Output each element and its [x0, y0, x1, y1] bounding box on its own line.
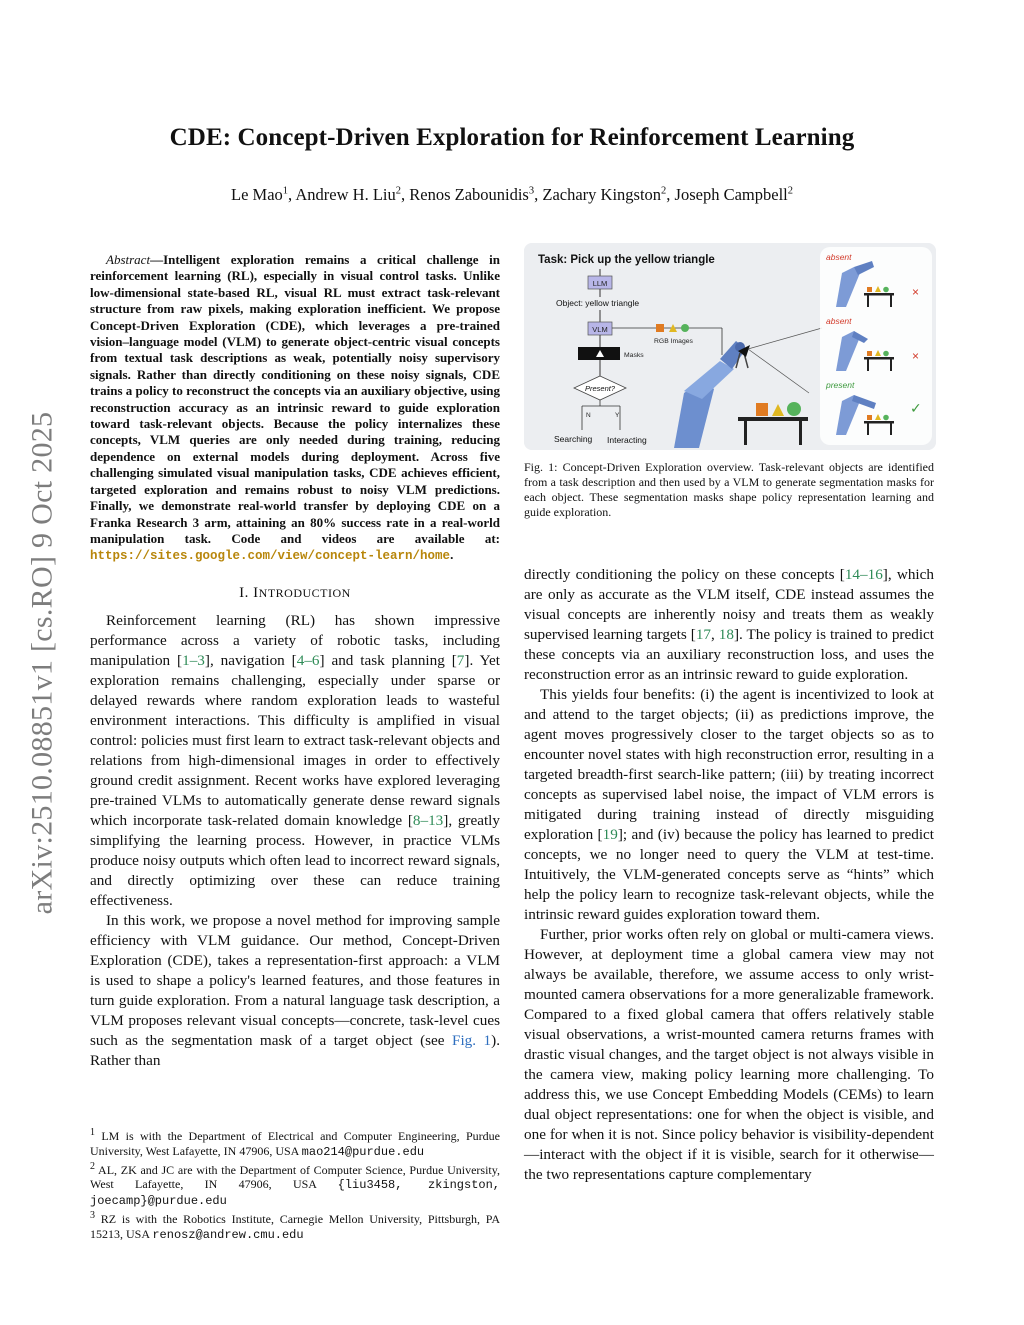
- mini-square: [867, 287, 872, 292]
- affiliation-mark: 2: [787, 185, 793, 197]
- vlm-label: VLM: [592, 325, 608, 334]
- object-label: Object: yellow triangle: [556, 298, 640, 308]
- footnote-mark: 1: [90, 1127, 95, 1138]
- rgb-images-label: RGB Images: [654, 338, 693, 345]
- intro-paragraph-2: [90, 911, 500, 1071]
- right-paragraph-1: [524, 565, 934, 685]
- citation-link[interactable]: 19: [602, 826, 618, 843]
- author-name: Le Mao: [231, 185, 283, 204]
- mini-circle: [883, 415, 889, 421]
- citation-link[interactable]: 17: [695, 626, 711, 643]
- footnote-text: RZ is with the Robotics Institute, Carnegie Mellon University, Pittsburgh, PA 15213, USA: [90, 1211, 501, 1241]
- check-mark: ✓: [910, 400, 922, 416]
- mini-circle: [883, 351, 889, 357]
- text-run: ]; and (iv) because the policy has learned to predict concepts, we no longer need to query the VLM at test-time. Intuitively, the VLM-generated concepts serve as “hints” which help the policy learn to recognize task-relevant objects, while the intrinsic reward guides exploration toward them.: [524, 826, 934, 923]
- text-run: This yields four benefits: (i) the agent is incentivized to look at and attend to the target objects; (ii) as predictions improve, the agent moves progressively closer to the target objects so as to encounter novel states with high reconstruction error, resulting in a targeted breadth-first search-like pattern; (iii) by treating incorrect concepts as supervised label noise, the impact of VLM errors is mitigated during training instead of directly misguiding exploration [: [524, 686, 934, 843]
- citation-link[interactable]: 18: [718, 626, 734, 643]
- footnote-text: LM is with the Department of Electrical and Computer Engineering, Purdue University, West Lafayette, IN 47906, USA: [90, 1129, 500, 1158]
- text-run: ). Rather than: [90, 1031, 500, 1069]
- masks-label: Masks: [624, 352, 644, 359]
- branch-yes: Y: [615, 412, 620, 419]
- citation-link[interactable]: 1–3: [182, 651, 205, 669]
- mini-table-leg: [890, 295, 892, 307]
- absent-label: absent: [826, 316, 852, 326]
- left-column: [90, 252, 500, 1071]
- interacting-label: Interacting: [607, 435, 647, 445]
- right-paragraph-3: Further, prior works often rely on global or multi-camera views. However, at deployment time a global camera view may not always be available, therefore, we assume access to only wrist-mounted camera observations for a more generalizable framework. Compared to a fixed global camera that offers relatively stable visual observations, a wrist-mounted camera returns frames with drastic visual changes, and the target object is not always visible in the camera view, making policy learning more challenging. To address this, we use Concept Embedding Models (CEMs) to learn dual object representations: one for when the object is visible, and one for when it is not. Since policy behavior is visibility-dependent—interact with the object if it is visible, search for it otherwise—the two representations capture complementary: [524, 926, 934, 1183]
- text-run: directly conditioning the policy on these concepts [: [524, 566, 845, 583]
- figure-link[interactable]: Fig. 1: [452, 1031, 492, 1049]
- text-run: Reinforcement learning (RL) has shown impressive performance across a variety of robotic tasks, including manipulation [: [90, 611, 500, 669]
- citation-link[interactable]: 8–13: [412, 811, 444, 829]
- author-name: Renos Zabounidis: [409, 185, 529, 204]
- author-name: Andrew H. Liu: [295, 185, 396, 204]
- searching-label: Searching: [554, 434, 593, 444]
- llm-label: LLM: [592, 279, 608, 288]
- abstract-end: .: [450, 547, 454, 563]
- abstract: [90, 252, 500, 565]
- rgb-circle: [681, 324, 689, 332]
- arxiv-stamp: [22, 380, 62, 945]
- email: {liu3458, zkingston, joecamp}@purdue.edu: [90, 1178, 500, 1209]
- abstract-dash: —: [150, 252, 164, 267]
- text-run: In this work, we propose a novel method for improving sample efficiency with VLM guidance. Our method, Concept-Driven Exploration (CDE), takes a representation-first approach: a VLM is used to shape a policy's learned features, and those features in turn guide exploration. From a natural language task description, a VLM proposes relevant visual concepts—concrete, task-level cues such as the segmentation mask of a target object (see: [90, 911, 500, 1049]
- object-square: [756, 403, 768, 416]
- citation-link[interactable]: 14–16: [844, 566, 883, 583]
- rgb-square: [656, 324, 664, 332]
- mini-circle: [883, 287, 889, 293]
- object-circle: [787, 402, 801, 416]
- text-run: ] and task planning [: [319, 651, 457, 669]
- text-run: ]. Yet exploration remains challenging, especially under sparse or delayed rewards where random exploration leads to wasteful environment interactions. This difficulty is amplified in visual control: policies must first learn to extract task-relevant objects and relations from high-dimensional images in order to effectively ground credit assignment. Recent works have explored leveraging pre-trained VLMs to automatically generate dense reward signals which incorporate task-related domain knowledge [: [90, 651, 500, 829]
- mini-square: [867, 415, 872, 420]
- affiliation-mark: 3: [528, 185, 535, 197]
- mini-square: [867, 351, 872, 356]
- footnote-2: [90, 1160, 500, 1209]
- present-label: present: [826, 380, 855, 390]
- section-rest: NTRODUCTION: [258, 585, 351, 600]
- abstract-label: Abstract: [106, 252, 151, 267]
- affiliation-mark: 2: [661, 185, 667, 197]
- citation-link[interactable]: 7: [456, 651, 465, 669]
- footnote-1: [90, 1126, 500, 1160]
- affiliation-mark: 1: [282, 185, 289, 197]
- branch-no: N: [586, 412, 591, 419]
- footnote-mark: 2: [90, 1160, 95, 1172]
- section-first-letter: I: [253, 584, 259, 601]
- right-paragraph-2: [524, 685, 934, 925]
- table-top: [738, 417, 808, 421]
- text-run: ]. The policy is trained to predict these concepts via an auxiliary reconstruction loss, and uses the reconstruction error as an intrinsic reward to guide exploration.: [524, 626, 935, 683]
- present-question: Present?: [584, 384, 616, 393]
- project-link[interactable]: https://sites.google.com/view/concept-learn/home: [90, 549, 451, 564]
- text-run: ], greatly simplifying the learning process. However, in practice VLMs produce noisy outputs which often lead to incorrect reward signals, and directly optimizing over these can reduce training effectiveness.: [90, 811, 500, 909]
- mini-table-leg: [867, 423, 869, 435]
- citation-link[interactable]: 4–6: [296, 651, 320, 669]
- abstract-text: Intelligent exploration remains a critical challenge in reinforcement learning (RL), especially in visual control tasks. Unlike low-dimensional state-based RL, visual RL must extract task-relevant structure from raw pixels, making exploration inefficient. We propose Concept-Driven Exploration (CDE), which leverages a pre-trained vision–language model (VLM) to generate object-centric visual concepts from textual task descriptions as weak, potentially noisy supervisory signals. Rather than directly conditioning on these noisy signals, CDE trains a policy to reconstruct the concepts via an auxiliary objective, using reconstruction accuracy as an intrinsic reward to guide exploration toward task-relevant objects. Because the policy internalizes these concepts, VLM queries are only needed during training, reducing dependence on external models during deployment. Across five challenging simulated visual manipulation tasks, CDE achieves efficient, targeted exploration and remains robust to noisy VLM predictions. Finally, we demonstrate real-world transfer by deploying CDE on a Franka Research 3 arm, attaining an 80% success rate in a real-world manipulation task. Code and videos are available at:: [90, 252, 500, 546]
- task-label: Task: Pick up the yellow triangle: [538, 254, 715, 266]
- author-name: Joseph Campbell: [674, 185, 788, 204]
- author-list: Le Mao$^1$, Andrew H. Liu$^2$, Renos Zabounidis$^3$, Zachary Kingston$^2$, Joseph Campbell$^2$: [231, 185, 793, 204]
- table-leg: [799, 421, 802, 445]
- figure-1: [524, 243, 936, 450]
- footnote-text: AL, ZK and JC are with the Department of Computer Science, Purdue University, West Lafayette, IN 47906, USA: [90, 1162, 500, 1192]
- affiliation-mark: 2: [395, 185, 401, 197]
- paper-title: CDE: Concept-Driven Exploration for Reinforcement Learning: [169, 124, 855, 151]
- figure-diagram: [524, 243, 936, 450]
- cross-mark: ×: [912, 285, 920, 299]
- text-run: ], navigation [: [204, 651, 297, 669]
- table-leg: [744, 421, 747, 445]
- arxiv-id: arXiv:2510.08851v1 [cs.RO] 9 Oct 2025: [25, 411, 59, 914]
- text-run: ,: [711, 626, 719, 643]
- footnote-mark: 3: [90, 1209, 95, 1221]
- intro-paragraph-1: [90, 611, 500, 911]
- text-run: ], which are only as accurate as the VLM itself, CDE instead assumes the visual concepts are inherently noisy and treats them as weakly supervised learning targets [: [524, 566, 934, 643]
- figure-caption: Fig. 1: Concept-Driven Exploration overview. Task-relevant objects are identified from a task description and then used by a VLM to generate segmentation masks for each object. These segmentation masks shape policy representation learning and guide exploration.: [524, 460, 934, 519]
- mini-table-leg: [890, 359, 892, 371]
- email: mao214@purdue.edu: [301, 1144, 425, 1159]
- author-name: Zachary Kingston: [542, 185, 662, 204]
- mini-table-leg: [890, 423, 892, 435]
- absent-label: absent: [826, 252, 852, 262]
- mini-table-leg: [867, 295, 869, 307]
- footnotes: [90, 1126, 500, 1243]
- section-number: I.: [239, 584, 249, 601]
- mini-table-leg: [867, 359, 869, 371]
- email: renosz@andrew.cmu.edu: [152, 1227, 304, 1242]
- cross-mark: ×: [912, 349, 920, 363]
- right-column: [524, 565, 934, 1185]
- section-heading: [90, 583, 500, 603]
- footnote-3: [90, 1209, 500, 1243]
